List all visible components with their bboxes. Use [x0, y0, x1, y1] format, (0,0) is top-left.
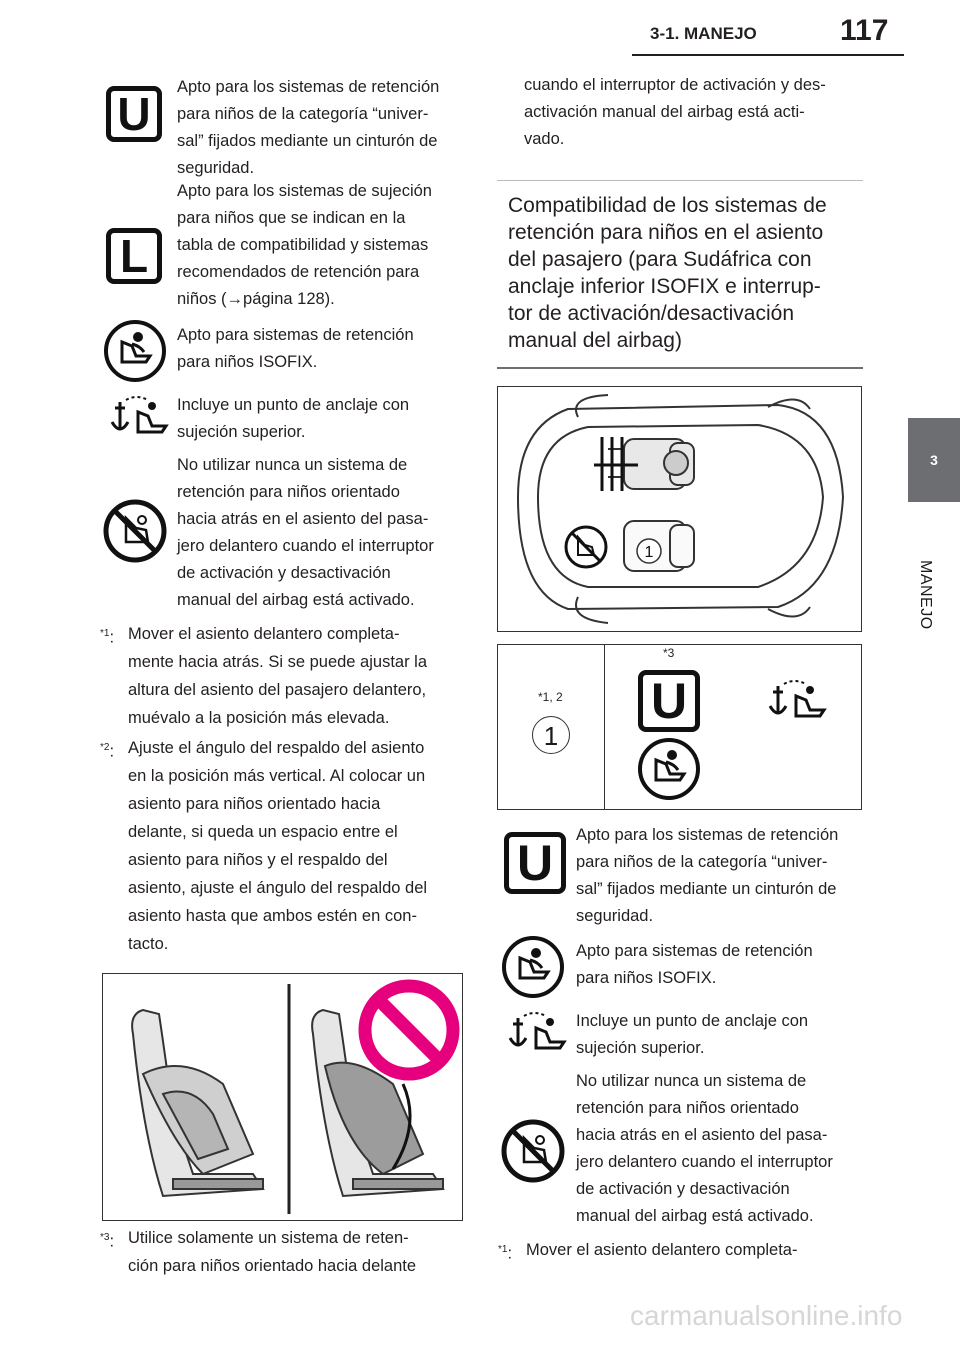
l-icon: L [106, 228, 162, 284]
table-note: *1, 2 [538, 690, 563, 704]
page-number: 117 [840, 14, 889, 47]
footnote: $^{*3}$: Utilice solamente un sistema de reten- ción para niños orientado hacia delante [100, 1229, 417, 1275]
isofix-icon [636, 736, 702, 802]
top-tether-icon [500, 1008, 570, 1058]
isofix-icon [500, 934, 566, 1000]
no-rear-facing-icon [102, 498, 168, 564]
legend-text: Apto para sistemas de retención para niños ISOFIX. [576, 942, 813, 987]
no-rear-facing-icon [500, 1118, 566, 1184]
continued-text: cuando el interruptor de activación y des- activación manual del airbag está acti- vado. [524, 76, 826, 148]
isofix-icon [102, 318, 168, 384]
prohibition-sign [365, 986, 453, 1074]
seat-number-marker: 1 [532, 716, 570, 754]
legend-text: Apto para sistemas de retención para niños ISOFIX. [177, 326, 414, 371]
header-rule [632, 54, 904, 56]
legend-text: No utilizar nunca un sistema de retención para niños orientado hacia atrás en el asiento del pasa- jero delantero cuando el interruptor de activación y desactivación manual del airbag está activado. [177, 456, 434, 609]
legend-text: Apto para los sistemas de sujeción para niños que se indican en la tabla de compatibilidad y sistemas recomendados de retención para niños (→página 128). [177, 182, 432, 308]
seat-left [132, 1010, 263, 1196]
u-belt-icon: U [638, 670, 700, 732]
section-title: 3-1. MANEJO [650, 24, 757, 43]
legend-text: No utilizar nunca un sistema de retención para niños orientado hacia atrás en el asiento del pasa- jero delantero cuando el interruptor de activación y desactivación manual del airbag está activado. [576, 1072, 833, 1225]
section-heading: Compatibilidad de los sistemas de retención para niños en el asiento del pasajero (para Sudáfrica con anclaje inferior ISOFIX e interrup- tor de activación/desactivación manual del airbag) [508, 194, 827, 352]
seat-angle-illustration [102, 973, 463, 1221]
chapter-label: MANEJO [917, 560, 934, 630]
footnote: $^{*1}$: Mover el asiento delantero completa- mente hacia atrás. Si se puede ajustar la altura del asiento del pasajero delantero, muévalo a la posición más elevada. [100, 625, 428, 727]
legend-text: Incluye un punto de anclaje con sujeción superior. [576, 1012, 809, 1057]
u-belt-icon: U [504, 832, 566, 894]
car-diagram [497, 386, 862, 632]
legend-text: Apto para los sistemas de retención para niños de la categoría “univer- sal” fijados mediante un cinturón de seguridad. [576, 826, 839, 925]
u-belt-icon: U [106, 86, 162, 142]
legend-text: Apto para los sistemas de retención para niños de la categoría “univer- sal” fijados mediante un cinturón de seguridad. [177, 78, 440, 177]
top-tether-icon [102, 392, 172, 442]
footnote: $^{*2}$: Ajuste el ángulo del respaldo del asiento en la posición más vertical. Al colocar un asiento para niños orientado hacia delante, si queda un espacio entre el asiento para niños y el respaldo del asiento, ajuste el ángulo del respaldo del asiento hasta que ambos estén en con- tacto. [100, 739, 428, 953]
no-rear-facing-icon [566, 527, 606, 567]
legend-text: Incluye un punto de anclaje con sujeción superior. [177, 396, 410, 441]
watermark: carmanualsonline.info [630, 1300, 903, 1331]
top-tether-icon [760, 676, 830, 726]
seat-number: 1 [644, 544, 654, 561]
chapter-number: 3 [930, 452, 938, 468]
table-note: *3 [663, 646, 675, 660]
footnote: $^{*1}$: Mover el asiento delantero completa- [498, 1241, 798, 1263]
table-divider [604, 644, 605, 810]
